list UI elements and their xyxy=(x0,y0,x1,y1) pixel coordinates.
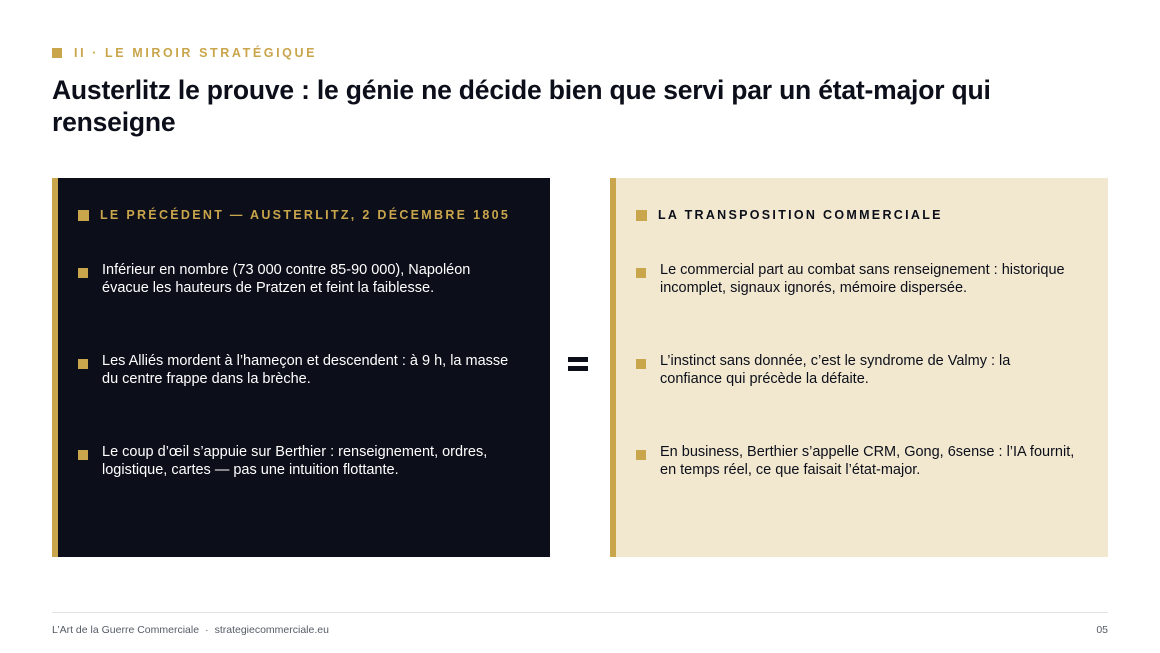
footer-separator: · xyxy=(205,624,209,636)
equals-icon xyxy=(568,354,590,374)
bullet-text: Le coup d’œil s’appuie sur Berthier : renseignement, ordres, logistique, cartes — pas une intuition flottante. xyxy=(102,444,488,478)
square-bullet-icon xyxy=(78,210,89,221)
slide-title: Austerlitz le prouve : le génie ne décide bien que servi par un état-major qui renseigne xyxy=(52,75,991,137)
list-item xyxy=(636,353,1076,388)
footer-credits xyxy=(52,624,329,636)
page-number: 05 xyxy=(1096,624,1108,636)
list-item xyxy=(78,262,518,297)
list-item xyxy=(636,262,1076,297)
square-bullet-icon xyxy=(78,359,88,369)
bullet-text: Inférieur en nombre (73 000 contre 85-90 000), Napoléon évacue les hauteurs de Pratzen et feint la faiblesse. xyxy=(102,262,471,296)
square-bullet-icon xyxy=(78,268,88,278)
precedent-panel xyxy=(52,178,550,557)
bullet-text: Les Alliés mordent à l’hameçon et descendent : à 9 h, la masse du centre frappe dans la brèche. xyxy=(102,353,509,387)
eyebrow-square-icon xyxy=(52,48,62,58)
footer-site-link[interactable]: strategiecommerciale.eu xyxy=(214,624,329,636)
transposition-panel xyxy=(610,178,1108,557)
square-bullet-icon xyxy=(636,210,647,221)
square-bullet-icon xyxy=(636,359,646,369)
bullet-text: L’instinct sans donnée, c’est le syndrome de Valmy : la confiance qui précède la défaite. xyxy=(660,353,1011,387)
list-item xyxy=(636,444,1076,479)
section-eyebrow xyxy=(52,46,317,60)
list-item xyxy=(78,353,518,388)
precedent-panel-header xyxy=(78,208,510,222)
square-bullet-icon xyxy=(78,450,88,460)
transposition-panel-heading: LA TRANSPOSITION COMMERCIALE xyxy=(658,208,943,222)
eyebrow-label: II · LE MIROIR STRATÉGIQUE xyxy=(74,46,318,60)
precedent-panel-heading: LE PRÉCÉDENT — AUSTERLITZ, 2 DÉCEMBRE 1805 xyxy=(100,208,511,222)
bullet-text: Le commercial part au combat sans renseignement : historique incomplet, signaux ignorés, mémoire dispersée. xyxy=(660,262,1065,296)
bullet-text: En business, Berthier s’appelle CRM, Gong, 6sense : l’IA fournit, en temps réel, ce que faisait l’état-major. xyxy=(660,444,1075,478)
footer-divider xyxy=(52,612,1108,613)
transposition-panel-header xyxy=(636,208,943,222)
square-bullet-icon xyxy=(636,450,646,460)
footer-brand: L’Art de la Guerre Commerciale xyxy=(52,624,200,636)
list-item xyxy=(78,444,518,479)
square-bullet-icon xyxy=(636,268,646,278)
